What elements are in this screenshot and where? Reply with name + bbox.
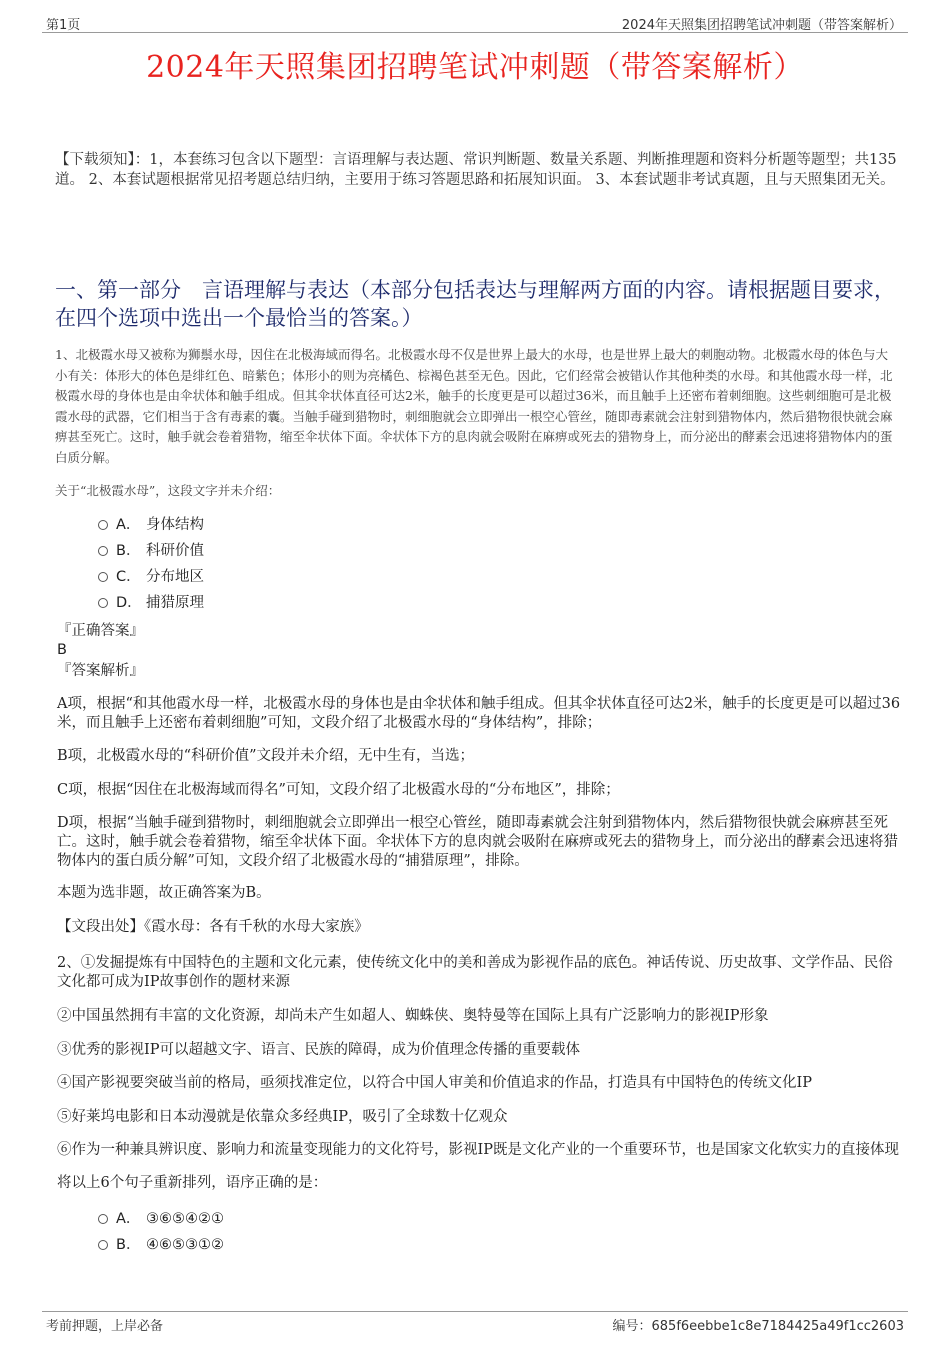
radio-icon[interactable] bbox=[98, 1214, 108, 1224]
radio-icon[interactable] bbox=[98, 520, 108, 530]
radio-icon[interactable] bbox=[98, 598, 108, 608]
option-b[interactable]: B． 科研价值 bbox=[98, 538, 204, 564]
header-doc-title: 2024年天照集团招聘笔试冲刺题（带答案解析） bbox=[621, 18, 902, 33]
radio-icon[interactable] bbox=[98, 572, 108, 582]
question-2-sentence-4: ④国产影视要突破当前的格局，亟须找准定位，以符合中国人审美和价值追求的作品，打造具有中国特色的传统文化IP bbox=[57, 1075, 812, 1091]
question-2-sentence-1: 2、①发掘提炼有中国特色的主题和文化元素，使传统文化中的美和善成为影视作品的底色。神话传说、历史故事、文学作品、民俗文化都可成为IP故事创作的题材来源 bbox=[57, 955, 893, 990]
source-citation: 【文段出处】《霞水母：各有千秋的水母大家族》 bbox=[57, 919, 369, 935]
footer-serial: 编号：685f6eebbe1c8e7184425a49f1cc2603 bbox=[612, 1319, 904, 1334]
analysis-a: A项，根据“和其他霞水母一样，北极霞水母的身体也是由伞状体和触手组成。但其伞状体直径可达2米，触手的长度更是可以超过36米，而且触手上还密布着刺细胞”可知，文段介绍了北极霞水母的“身体结构”，排除； bbox=[57, 696, 901, 731]
analysis-label: 『答案解析』 bbox=[57, 663, 144, 679]
section-heading: 一、第一部分 言语理解与表达（本部分包括表达与理解两方面的内容。请根据题目要求，在四个选项中选出一个最恰当的答案。） bbox=[55, 278, 895, 330]
analysis-c: C项，根据“因住在北极海域而得名”可知，文段介绍了北极霞水母的“分布地区”，排除； bbox=[57, 782, 620, 798]
document-title: 2024年天照集团招聘笔试冲刺题（带答案解析） bbox=[146, 50, 804, 85]
question-1-options bbox=[98, 512, 204, 616]
answer-value: B bbox=[57, 642, 67, 658]
footer-slogan: 考前押题，上岸必备 bbox=[46, 1319, 164, 1334]
option-a[interactable]: A． ③⑥⑤④②① bbox=[98, 1206, 224, 1232]
option-d[interactable]: D． 捕猎原理 bbox=[98, 590, 204, 616]
analysis-conclusion: 本题为选非题，故正确答案为B。 bbox=[57, 885, 271, 901]
question-2-sentence-2: ②中国虽然拥有丰富的文化资源，却尚未产生如超人、蜘蛛侠、奥特曼等在国际上具有广泛影响力的影视IP形象 bbox=[57, 1008, 769, 1024]
answer-label: 『正确答案』 bbox=[57, 623, 144, 639]
option-c[interactable]: C． 分布地区 bbox=[98, 564, 204, 590]
option-b[interactable]: B． ④⑥⑤③①② bbox=[98, 1232, 224, 1258]
page-header bbox=[42, 12, 908, 33]
radio-icon[interactable] bbox=[98, 1240, 108, 1250]
question-1-text: 1、北极霞水母又被称为狮鬃水母，因住在北极海域而得名。北极霞水母不仅是世界上最大的水母，也是世界上最大的刺胞动物。北极霞水母的体色与大小有关：体形大的体色是绯红色、暗紫色；体形小的则为亮橘色、棕褐色甚至无色。因此，它们经常会被错认作其他种类的水母。和其他霞水母一样，北极霞水母的身体也是由伞状体和触手组成。但其伞状体直径可达2米，触手的长度更是可以超过36米，而且触手上还密布着刺细胞。这些刺细胞可是北极霞水母的武器，它们相当于含有毒素的囊。当触手碰到猎物时，刺细胞就会立即弹出一根空心管丝，随即毒素就会注射到猎物体内，然后猎物很快就会麻痹甚至死亡。这时，触手就会卷着猎物，缩至伞状体下面。伞状体下方的息肉就会吸附在麻痹或死去的猎物身上，而分泌出的酵素会迅速将猎物体内的蛋白质分解。 bbox=[55, 347, 893, 465]
download-notice: 【下载须知】：1，本套练习包含以下题型：言语理解与表达题、常识判断题、数量关系题、判断推理题和资料分析题等题型；共135道。 2、本套试题根据常见招考题总结归纳，主要用于练习答题思路和拓展知识面。 3、本套试题非考试真题，且与天照集团无关。 bbox=[55, 152, 897, 188]
question-2-options bbox=[98, 1206, 224, 1258]
question-2-sentence-3: ③优秀的影视IP可以超越文字、语言、民族的障碍，成为价值理念传播的重要载体 bbox=[57, 1042, 580, 1058]
question-2-sentence-6: ⑥作为一种兼具辨识度、影响力和流量变现能力的文化符号，影视IP既是文化产业的一个重要环节，也是国家文化软实力的直接体现 bbox=[57, 1142, 899, 1158]
analysis-d: D项，根据“当触手碰到猎物时，刺细胞就会立即弹出一根空心管丝，随即毒素就会注射到猎物体内，然后猎物很快就会麻痹甚至死亡。这时，触手就会卷着猎物，缩至伞状体下面。伞状体下方的息肉就会吸附在麻痹或死去的猎物身上，而分泌出的酵素会迅速将猎物体内的蛋白质分解”可知，文段介绍了北极霞水母的“捕猎原理”，排除。 bbox=[57, 815, 898, 869]
page-number: 第1页 bbox=[46, 18, 81, 33]
question-2-sentence-5: ⑤好莱坞电影和日本动漫就是依靠众多经典IP，吸引了全球数十亿观众 bbox=[57, 1109, 508, 1125]
question-1-prompt: 关于“北极霞水母”，这段文字并未介绍： bbox=[55, 483, 281, 498]
analysis-b: B项，北极霞水母的“科研价值”文段并未介绍，无中生有，当选； bbox=[57, 748, 474, 764]
question-2-prompt: 将以上6个句子重新排列，语序正确的是： bbox=[57, 1175, 328, 1191]
option-a[interactable]: A． 身体结构 bbox=[98, 512, 204, 538]
page-footer bbox=[42, 1311, 908, 1336]
radio-icon[interactable] bbox=[98, 546, 108, 556]
